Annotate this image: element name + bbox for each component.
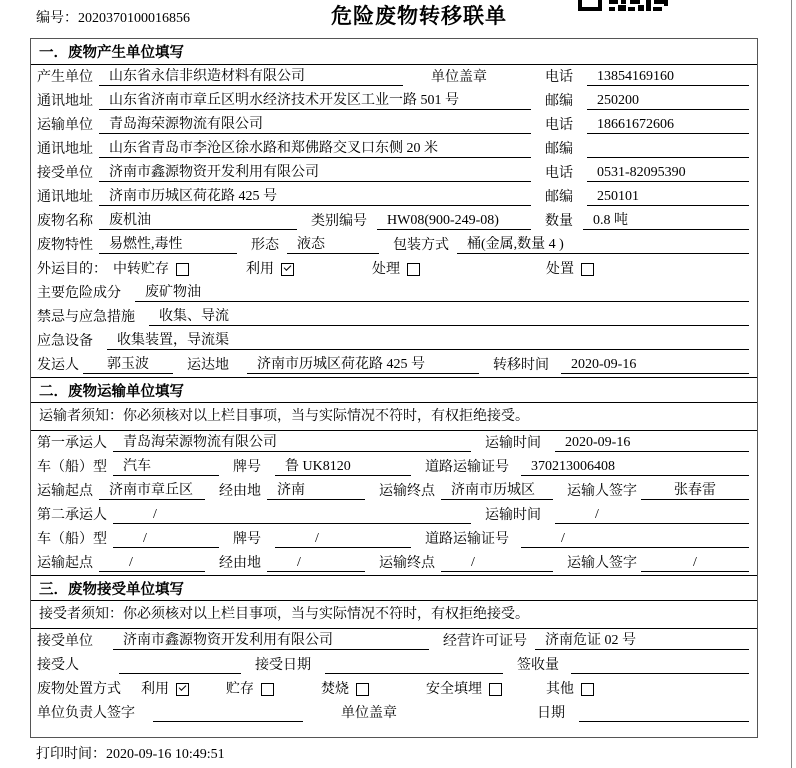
serial-value: 2020370100016856: [78, 11, 190, 26]
end-label: 运输终点: [379, 483, 435, 499]
checkbox-disposal-store: [261, 683, 274, 696]
row-receive-unit: [31, 161, 757, 185]
phone-label: 电话: [545, 117, 573, 133]
equipment-label: 应急设备: [37, 333, 93, 349]
category-value: HW08(900-249-08): [377, 212, 531, 231]
section2-header: 二．废物运输单位填写: [31, 377, 757, 403]
road-cert-2-value: /: [521, 530, 749, 549]
head-sign-label: 单位负责人签字: [37, 705, 135, 721]
license-label: 经营许可证号: [443, 633, 527, 649]
quantity-value: 0.8 吨: [583, 212, 749, 231]
character-label: 废物特性: [37, 237, 93, 253]
plate-value: 鲁 UK8120: [275, 458, 411, 477]
plate-2-value: /: [275, 530, 411, 549]
receiver-value: [119, 657, 241, 674]
transport-time-2-value: /: [555, 506, 749, 525]
form-label: 形态: [251, 237, 279, 253]
produce-unit-value: 山东省永信非织造材料有限公司: [99, 68, 403, 87]
disposal-label: 废物处置方式: [37, 681, 121, 697]
carrier-sign-label: 运输人签字: [567, 483, 637, 499]
carrier-sign-value: 张春雷: [641, 482, 749, 501]
checkbox-disposal-reuse-checked: [176, 683, 189, 696]
vehicle-type-2-value: /: [113, 530, 219, 549]
end-value: 济南市历城区: [441, 482, 553, 501]
transport-phone-value: 18661672606: [587, 116, 749, 135]
transfer-form-table: [30, 38, 758, 738]
option-label: 处理: [372, 261, 400, 277]
accept-unit-value: 济南市鑫源物资开发利用有限公司: [113, 632, 429, 651]
transporter-notice: 运输者须知：你必须核对以上栏目事项，当与实际情况不符时，有权拒绝接受。: [31, 403, 757, 431]
transport-address-value: 山东省青岛市李沧区徐水路和郑佛路交叉口东侧 20 米: [99, 140, 531, 159]
option-label: 利用: [246, 261, 274, 277]
receiver-notice: 接受者须知：你必须核对以上栏目事项，当与实际情况不符时，有权拒绝接受。: [31, 601, 757, 629]
transport-zip-value: [587, 141, 749, 158]
row-route-2: [31, 551, 757, 575]
purpose-option-transfer-storage: [113, 261, 189, 279]
date-label: 日期: [537, 705, 565, 721]
sender-value: 郭玉波: [83, 356, 173, 375]
equipment-value: 收集装置，导流渠: [107, 332, 749, 351]
vehicle-type-label: 车（船）型: [37, 459, 107, 475]
destination-label: 运达地: [187, 357, 229, 373]
first-carrier-label: 第一承运人: [37, 435, 107, 451]
row-head-signature: [31, 701, 757, 725]
receive-unit-label: 接受单位: [37, 165, 93, 181]
plate-label: 牌号: [233, 531, 261, 547]
disposal-option-store: [226, 681, 274, 699]
row-route-1: [31, 479, 757, 503]
row-transport-unit: [31, 113, 757, 137]
taboo-value: 收集、导流: [149, 308, 749, 327]
transport-unit-value: 青岛海荣源物流有限公司: [99, 116, 531, 135]
road-cert-value: 370213006408: [521, 458, 749, 477]
purpose-label: 外运目的：: [37, 261, 107, 277]
receive-zip-value: 250101: [587, 188, 749, 207]
row-produce-address: [31, 89, 757, 113]
zip-label: 邮编: [545, 141, 573, 157]
produce-address-value: 山东省济南市章丘区明水经济技术开发区工业一路 501 号: [99, 92, 531, 111]
row-first-carrier: [31, 431, 757, 455]
option-label: 贮存: [226, 681, 254, 697]
row-waste-name: [31, 209, 757, 233]
receive-unit-value: 济南市鑫源物资开发利用有限公司: [99, 164, 531, 183]
taboo-label: 禁忌与应急措施: [37, 309, 135, 325]
row-disposal-method: [31, 677, 757, 701]
accept-unit-label: 接受单位: [37, 633, 93, 649]
print-time-label: 打印时间：: [36, 747, 106, 762]
license-value: 济南危证 02 号: [535, 632, 749, 651]
row-transport-address: [31, 137, 757, 161]
second-carrier-value: /: [113, 506, 471, 525]
checkbox-treat: [407, 263, 420, 276]
checkbox-dispose: [581, 263, 594, 276]
carrier-sign-label: 运输人签字: [567, 555, 637, 571]
checkbox-disposal-burn: [356, 683, 369, 696]
category-label: 类别编号: [311, 213, 367, 229]
origin-label: 运输起点: [37, 555, 93, 571]
sender-label: 发运人: [37, 357, 79, 373]
second-carrier-label: 第二承运人: [37, 507, 107, 523]
checkbox-disposal-landfill: [489, 683, 502, 696]
row-vehicle-2: [31, 527, 757, 551]
origin-label: 运输起点: [37, 483, 93, 499]
row-produce-unit: [31, 65, 757, 89]
row-receive-address: [31, 185, 757, 209]
transfer-time-label: 转移时间: [493, 357, 549, 373]
transport-time-label: 运输时间: [485, 435, 541, 451]
via-value: 济南: [267, 482, 365, 501]
option-label: 其他: [546, 681, 574, 697]
receive-address-value: 济南市历城区荷花路 425 号: [99, 188, 531, 207]
unit-seal-label: 单位盖章: [341, 705, 397, 721]
carrier-sign-2-value: /: [641, 554, 749, 573]
row-receiver: [31, 653, 757, 677]
address-label: 通讯地址: [37, 189, 93, 205]
via-label: 经由地: [219, 483, 261, 499]
vehicle-type-label: 车（船）型: [37, 531, 107, 547]
purpose-option-treat: [372, 261, 420, 279]
disposal-option-other: [546, 681, 594, 699]
checkbox-transfer-storage: [176, 263, 189, 276]
transport-time-value: 2020-09-16: [555, 434, 749, 453]
waste-name-label: 废物名称: [37, 213, 93, 229]
checkbox-disposal-other: [581, 683, 594, 696]
sign-qty-label: 签收量: [517, 657, 559, 673]
row-sender: [31, 353, 757, 377]
plate-label: 牌号: [233, 459, 261, 475]
hazard-value: 废矿物油: [135, 284, 749, 303]
vehicle-type-value: 汽车: [113, 458, 219, 477]
section1-header: 一．废物产生单位填写: [31, 39, 757, 65]
transport-unit-label: 运输单位: [37, 117, 93, 133]
form-value: 液态: [287, 236, 379, 255]
serial-label: 编号：: [36, 11, 78, 26]
checkbox-reuse-checked: [281, 263, 294, 276]
print-time-value: 2020-09-16 10:49:51: [106, 747, 225, 762]
purpose-option-dispose: [546, 261, 594, 279]
zip-label: 邮编: [545, 93, 573, 109]
road-cert-label: 道路运输证号: [425, 459, 509, 475]
origin-value: 济南市章丘区: [99, 482, 205, 501]
via-label: 经由地: [219, 555, 261, 571]
receiver-label: 接受人: [37, 657, 79, 673]
row-emergency-equipment: [31, 329, 757, 353]
receive-date-value: [325, 657, 503, 674]
destination-value: 济南市历城区荷花路 425 号: [247, 356, 479, 375]
option-label: 安全填埋: [426, 681, 482, 697]
unit-seal-label: 单位盖章: [431, 69, 487, 85]
option-label: 利用: [141, 681, 169, 697]
option-label: 中转贮存: [113, 261, 169, 277]
transfer-time-value: 2020-09-16: [561, 356, 749, 375]
first-carrier-value: 青岛海荣源物流有限公司: [113, 434, 471, 453]
row-hazard-components: [31, 281, 757, 305]
packing-value: 桶(金属,数量 4 ): [457, 236, 749, 255]
disposal-option-burn: [321, 681, 369, 699]
produce-zip-value: 250200: [587, 92, 749, 111]
hazard-label: 主要危险成分: [37, 285, 121, 301]
character-value: 易燃性,毒性: [99, 236, 237, 255]
section3-header: 三．废物接受单位填写: [31, 575, 757, 601]
row-purpose: [31, 257, 757, 281]
head-sign-value: [153, 705, 303, 722]
quantity-label: 数量: [545, 213, 573, 229]
row-vehicle-1: [31, 455, 757, 479]
option-label: 处置: [546, 261, 574, 277]
row-second-carrier: [31, 503, 757, 527]
print-time: [36, 746, 225, 764]
qr-code-fragment: [578, 0, 670, 11]
date-value: [579, 705, 749, 722]
transport-time-label: 运输时间: [485, 507, 541, 523]
page-title: 危险废物转移联单: [331, 4, 507, 28]
scan-page-edge: [791, 0, 792, 768]
produce-phone-value: 13854169160: [587, 68, 749, 87]
purpose-option-reuse: [246, 261, 294, 279]
row-waste-character: [31, 233, 757, 257]
receive-phone-value: 0531-82095390: [587, 164, 749, 183]
option-label: 焚烧: [321, 681, 349, 697]
origin-2-value: /: [99, 554, 205, 573]
via-2-value: /: [267, 554, 365, 573]
end-label: 运输终点: [379, 555, 435, 571]
row-taboo-measures: [31, 305, 757, 329]
serial-number: [36, 10, 190, 28]
packing-label: 包装方式: [393, 237, 449, 253]
produce-unit-label: 产生单位: [37, 69, 93, 85]
receive-date-label: 接受日期: [255, 657, 311, 673]
road-cert-label: 道路运输证号: [425, 531, 509, 547]
row-accept-unit: [31, 629, 757, 653]
disposal-option-reuse: [141, 681, 189, 699]
end-2-value: /: [441, 554, 553, 573]
phone-label: 电话: [545, 165, 573, 181]
zip-label: 邮编: [545, 189, 573, 205]
address-label: 通讯地址: [37, 93, 93, 109]
address-label: 通讯地址: [37, 141, 93, 157]
phone-label: 电话: [545, 69, 573, 85]
sign-qty-value: [571, 657, 749, 674]
disposal-option-landfill: [426, 681, 502, 699]
waste-name-value: 废机油: [99, 212, 297, 231]
